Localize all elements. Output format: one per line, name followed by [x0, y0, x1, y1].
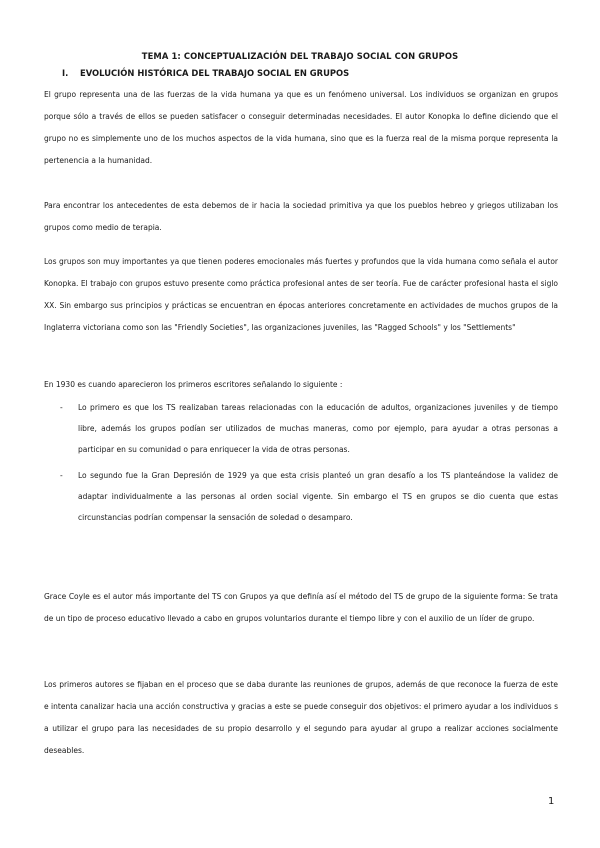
page-number: 1 — [548, 796, 555, 807]
list-item — [44, 465, 558, 529]
list-item — [44, 397, 558, 461]
paragraph-1: El grupo representa una de las fuerzas de la vida humana ya que es un fenómeno universal. Los individuos se organizan en grupos porque sólo a través de ellos se pueden satisfacer o conseguir determinadas necesidades. El autor Konopka lo define diciendo que el grupo no es simplemente uno de los muchos aspectos de la vida humana, sino que es la fuerza real de la misma porque representa la pertenencia a la humanidad. — [44, 90, 558, 165]
section-title: EVOLUCIÓN HISTÓRICA DEL TRABAJO SOCIAL EN GRUPOS — [80, 68, 350, 78]
bullet-marker: - — [60, 470, 63, 480]
paragraph-4: En 1930 es cuando aparecieron los primeros escritores señalando lo siguiente : — [44, 380, 343, 389]
bullet-text: Lo primero es que los TS realizaban tareas relacionadas con la educación de adultos, organizaciones juveniles y de tiempo libre, además los grupos podían ser utilizados de muchas maneras, como por ejemplo, para ayudar a otras personas a participar en su comunidad o para enriquecer la vida de otras personas. — [78, 403, 558, 455]
paragraph-2: Para encontrar los antecedentes de esta debemos de ir hacia la sociedad primitiva ya que los pueblos hebreo y griegos utilizaban los grupos como medio de terapia. — [44, 201, 558, 232]
bullet-text: Lo segundo fue la Gran Depresión de 1929 ya que esta crisis planteó un gran desafío a los TS planteándose la validez de adaptar individualmente a las personas al orden social vigente. Sin embargo el TS en grupos se dio cuenta que estas circunstancias podrían compensar la sensación de soledad o desamparo. — [78, 470, 558, 523]
section-heading — [62, 68, 349, 78]
document-title: TEMA 1: CONCEPTUALIZACIÓN DEL TRABAJO SOCIAL CON GRUPOS — [141, 51, 459, 61]
bullet-list — [44, 397, 558, 528]
paragraph-3: Los grupos son muy importantes ya que tienen poderes emocionales más fuertes y profundos que la vida humana como señala el autor Konopka. El trabajo con grupos estuvo presente como práctica profesional antes de ser teoría. Fue de carácter profesional hasta el siglo XX. Sin embargo sus principios y prácticas se encuentran en épocas anteriores concretamente en actividades de muchos grupos de la Inglaterra victoriana como son las "Friendly Societies", las organizaciones juveniles, las "Ragged Schools" y los "Settlements" — [44, 257, 558, 332]
bullet-marker: - — [60, 403, 63, 412]
paragraph-5: Grace Coyle es el autor más importante del TS con Grupos ya que definía así el método del TS de grupo de la siguiente forma: Se trata de un tipo de proceso educativo llevado a cabo en grupos voluntarios durante el tiempo libre y con el auxilio de un líder de grupo. — [44, 592, 558, 623]
section-number: I. — [62, 68, 69, 78]
paragraph-6: Los primeros autores se fijaban en el proceso que se daba durante las reuniones de grupos, además de que reconoce la fuerza de este e intenta canalizar hacia una acción constructiva y gracias a este se puede conseguir dos objetivos: el primero ayudar a los individuos s a utilizar el grupo para las necesidades de su propio desarrollo y el segundo para ayudar al grupo a realizar acciones socialmente deseables. — [44, 680, 558, 755]
